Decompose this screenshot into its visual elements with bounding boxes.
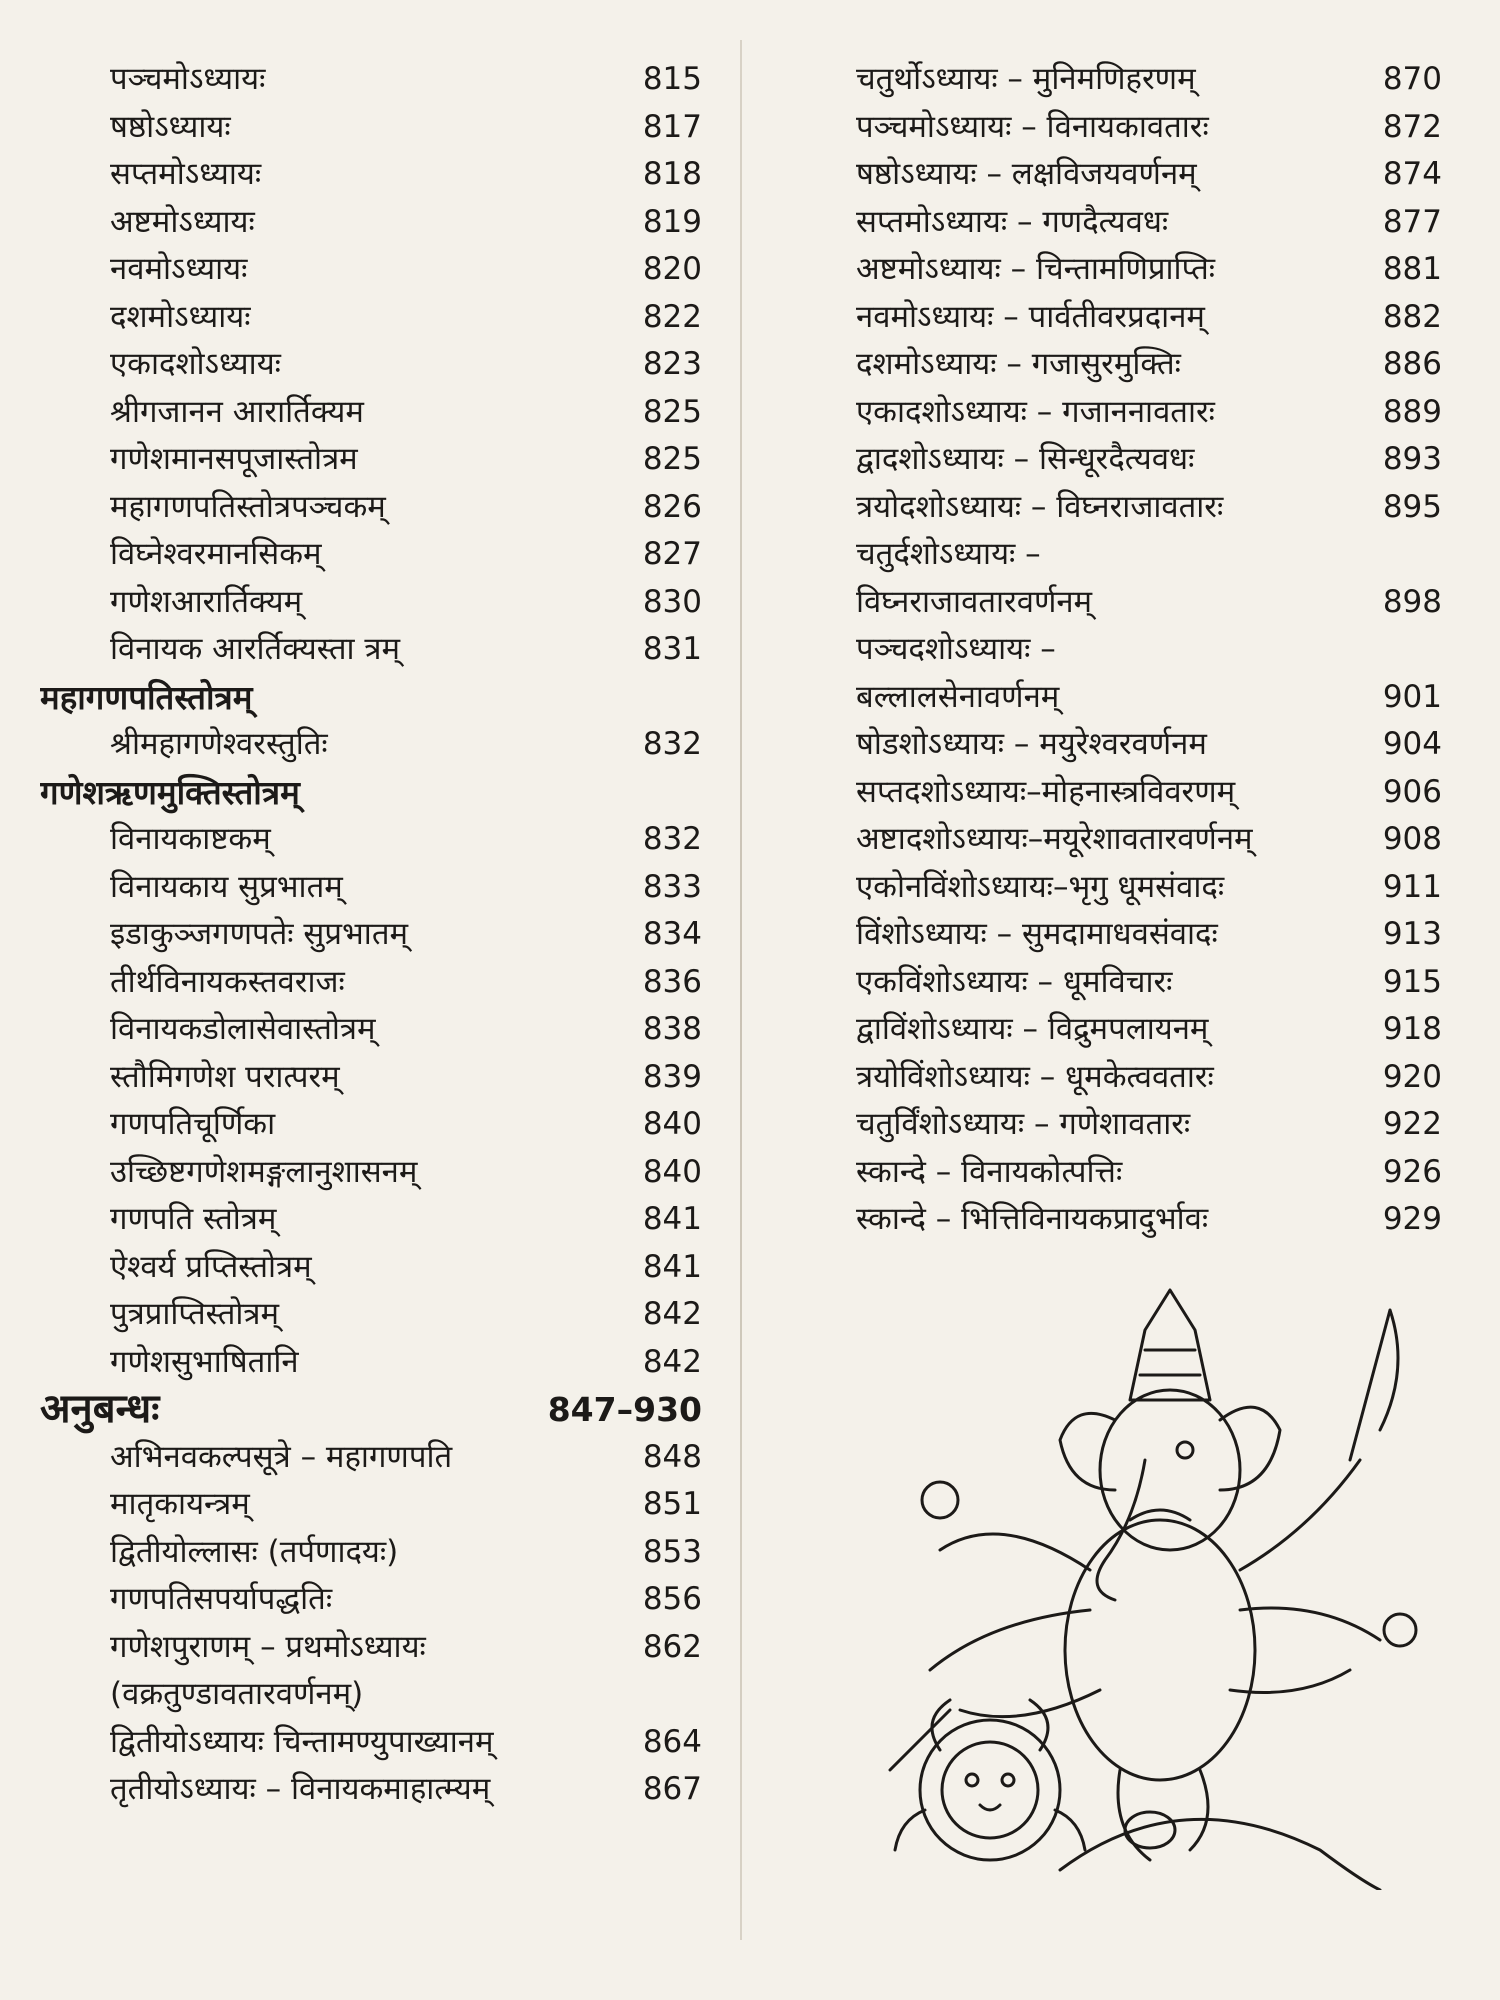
toc-entry xyxy=(850,1101,1450,1149)
toc-entry xyxy=(850,246,1450,294)
toc-entry-title: महागणपतिस्तोत्रपञ्चकम् xyxy=(110,488,386,525)
toc-entry-page: 920 xyxy=(1382,1058,1442,1095)
toc-entry xyxy=(850,1196,1450,1244)
toc-entry xyxy=(70,341,710,389)
toc-entry xyxy=(70,389,710,437)
toc-entry-title: चतुर्दशोऽध्यायः – xyxy=(856,536,1041,572)
toc-entry-page: 823 xyxy=(642,346,702,382)
toc-entry xyxy=(70,294,710,342)
toc-entry xyxy=(70,1149,710,1197)
toc-entry-title: एकोनविंशोऽध्यायः–भृगु धूमसंवादः xyxy=(856,868,1225,905)
toc-entry-page: 840 xyxy=(642,1106,702,1142)
toc-entry xyxy=(70,1481,710,1529)
toc-entry xyxy=(850,959,1450,1007)
toc-entry-page: 856 xyxy=(642,1581,702,1617)
toc-entry-title: विनायकाय सुप्रभातम् xyxy=(110,868,343,905)
toc-entry xyxy=(850,436,1450,484)
toc-entry-title: गणपतिचूर्णिका xyxy=(110,1106,276,1142)
toc-entry xyxy=(850,626,1450,674)
toc-entry-page: 832 xyxy=(642,821,702,857)
toc-entry-title: अभिनवकल्पसूत्रे – महागणपति xyxy=(110,1438,453,1475)
toc-entry-title: इडाकुञ्जगणपतेः सुप्रभातम् xyxy=(110,916,409,952)
toc-entry-page: 815 xyxy=(642,61,702,97)
toc-entry-page: 929 xyxy=(1382,1201,1442,1237)
toc-entry-title: सप्तदशोऽध्यायः–मोहनास्त्रविवरणम् xyxy=(856,773,1236,810)
toc-entry-page: 831 xyxy=(642,631,702,667)
toc-entry-title: षष्ठोऽध्यायः xyxy=(110,108,231,145)
toc-entry-title: नवमोऽध्यायः xyxy=(110,251,248,287)
toc-section-heading xyxy=(40,674,710,722)
toc-entry-title: महागणपतिस्तोत्रम् xyxy=(40,677,253,717)
toc-entry xyxy=(850,294,1450,342)
toc-entry-page: 911 xyxy=(1382,868,1442,905)
toc-entry xyxy=(70,1766,710,1814)
toc-entry-title: मातृकायन्त्रम् xyxy=(110,1486,250,1522)
toc-entry-title: गणेशआरार्तिक्यम् xyxy=(110,583,303,620)
toc-entry-title: त्रयोदशोऽध्यायः – विघ्नराजावतारः xyxy=(856,488,1224,525)
toc-entry-title: ऐश्वर्य प्रप्तिस्तोत्रम् xyxy=(110,1248,312,1285)
toc-entry xyxy=(70,1529,710,1577)
toc-entry-page: 825 xyxy=(642,441,702,477)
toc-entry xyxy=(850,389,1450,437)
toc-entry-title: द्वाविंशोऽध्यायः – विद्रुमपलायनम् xyxy=(856,1011,1209,1047)
toc-entry xyxy=(70,1006,710,1054)
toc-entry xyxy=(70,1671,710,1719)
toc-entry-title: द्वादशोऽध्यायः – सिन्धूरदैत्यवधः xyxy=(856,441,1195,477)
toc-entry-title: गणेशऋणमुक्तिस्तोत्रम् xyxy=(40,772,300,812)
toc-entry-title: पञ्चमोऽध्यायः – विनायकावतारः xyxy=(856,108,1209,145)
toc-entry-page: 818 xyxy=(642,156,702,192)
toc-entry xyxy=(70,1291,710,1339)
toc-entry-title: चतुर्थोऽध्यायः – मुनिमणिहरणम् xyxy=(856,61,1196,97)
toc-entry-title: अष्टमोऽध्यायः – चिन्तामणिप्राप्तिः xyxy=(856,251,1216,287)
toc-entry xyxy=(850,199,1450,247)
toc-entry-page: 838 xyxy=(642,1011,702,1047)
ganesha-illustration xyxy=(830,1270,1430,1890)
toc-entry xyxy=(850,531,1450,579)
toc-entry-page: 853 xyxy=(642,1533,702,1570)
toc-entry-title: स्कान्दे – भित्तिविनायकप्रादुर्भावः xyxy=(856,1201,1209,1237)
toc-entry xyxy=(70,1101,710,1149)
toc-entry xyxy=(850,864,1450,912)
toc-entry-title: सप्तमोऽध्यायः xyxy=(110,156,262,192)
toc-entry-title: अष्टमोऽध्यायः xyxy=(110,203,255,240)
toc-entry-page: 841 xyxy=(642,1201,702,1237)
toc-entry-title: पुत्रप्राप्तिस्तोत्रम् xyxy=(110,1296,280,1332)
toc-entry-page: 922 xyxy=(1382,1106,1442,1142)
toc-entry xyxy=(850,56,1450,104)
toc-entry-page: 819 xyxy=(642,203,702,240)
toc-entry-page: 842 xyxy=(642,1296,702,1332)
toc-entry xyxy=(850,104,1450,152)
toc-entry-page: 901 xyxy=(1382,678,1442,715)
toc-section-heading xyxy=(40,1386,710,1434)
toc-entry-title: स्कान्दे – विनायकोत्पत्तिः xyxy=(856,1153,1123,1190)
toc-entry-title: एकादशोऽध्यायः – गजाननावतारः xyxy=(856,393,1215,430)
toc-entry xyxy=(850,911,1450,959)
toc-entry xyxy=(70,199,710,247)
toc-entry-title: श्रीगजानन आरार्तिक्यम xyxy=(110,393,364,430)
toc-entry-page: 851 xyxy=(642,1486,702,1522)
toc-entry-title: सप्तमोऽध्यायः – गणदैत्यवधः xyxy=(856,203,1169,240)
toc-entry-page: 881 xyxy=(1382,251,1442,287)
toc-entry-page: 886 xyxy=(1382,346,1442,382)
toc-entry xyxy=(70,436,710,484)
toc-entry-title: षष्ठोऽध्यायः – लक्षविजयवर्णनम् xyxy=(856,156,1197,192)
toc-entry xyxy=(70,484,710,532)
toc-entry xyxy=(70,1624,710,1672)
toc-entry-page: 847–930 xyxy=(547,1390,702,1429)
toc-entry-page: 926 xyxy=(1382,1153,1442,1190)
toc-entry-title: त्रयोविंशोऽध्यायः – धूमकेत्ववतारः xyxy=(856,1058,1214,1095)
toc-entry-title: गणेशपुराणम् – प्रथमोऽध्यायः xyxy=(110,1628,426,1665)
toc-entry-page: 908 xyxy=(1382,821,1442,857)
toc-entry xyxy=(850,1054,1450,1102)
toc-entry-title: उच्छिष्टगणेशमङ्गलानुशासनम् xyxy=(110,1153,418,1190)
toc-entry-page: 877 xyxy=(1382,203,1442,240)
toc-entry-title: विनायकाष्टकम् xyxy=(110,821,271,857)
toc-entry xyxy=(850,1149,1450,1197)
toc-entry-page: 832 xyxy=(642,726,702,762)
toc-entry-page: 842 xyxy=(642,1343,702,1380)
toc-entry xyxy=(70,1434,710,1482)
toc-entry xyxy=(70,1576,710,1624)
toc-right-column xyxy=(850,56,1450,1244)
toc-entry-title: गणेशमानसपूजास्तोत्रम xyxy=(110,441,358,477)
toc-entry-page: 889 xyxy=(1382,393,1442,430)
toc-entry-page: 882 xyxy=(1382,298,1442,335)
toc-entry-title: (वक्रतुण्डावतारवर्णनम्) xyxy=(110,1676,364,1712)
toc-entry xyxy=(850,579,1450,627)
toc-entry-page: 898 xyxy=(1382,583,1442,620)
toc-entry-title: एकविंशोऽध्यायः – धूमविचारः xyxy=(856,963,1173,1000)
toc-entry-title: विंशोऽध्यायः – सुमदामाधवसंवादः xyxy=(856,916,1218,952)
toc-entry xyxy=(850,151,1450,199)
toc-entry-page: 839 xyxy=(642,1058,702,1095)
toc-entry-title: बल्लालसेनावर्णनम् xyxy=(856,678,1060,715)
toc-entry xyxy=(70,626,710,674)
column-divider xyxy=(740,40,742,1940)
toc-entry xyxy=(70,1244,710,1292)
toc-entry-page: 867 xyxy=(642,1771,702,1807)
toc-entry xyxy=(850,769,1450,817)
toc-entry xyxy=(70,1054,710,1102)
toc-entry-page: 872 xyxy=(1382,108,1442,145)
toc-entry-title: विघ्नराजावतारवर्णनम् xyxy=(856,583,1093,620)
toc-entry xyxy=(850,721,1450,769)
toc-entry xyxy=(70,104,710,152)
toc-entry xyxy=(70,816,710,864)
toc-entry xyxy=(70,56,710,104)
toc-entry-page: 864 xyxy=(642,1723,702,1760)
toc-entry xyxy=(70,721,710,769)
toc-entry-title: तीर्थविनायकस्तवराजः xyxy=(110,963,345,1000)
toc-entry-page: 913 xyxy=(1382,916,1442,952)
toc-entry-title: एकादशोऽध्यायः xyxy=(110,346,281,382)
toc-entry-title: गणपति स्तोत्रम् xyxy=(110,1201,277,1237)
toc-entry-page: 904 xyxy=(1382,726,1442,762)
toc-entry-title: पञ्चमोऽध्यायः xyxy=(110,61,266,97)
toc-entry xyxy=(70,959,710,1007)
toc-entry-title: श्रीमहागणेश्वरस्तुतिः xyxy=(110,726,328,762)
toc-entry-title: षोडशोऽध्यायः – मयुरेश्वरवर्णनम xyxy=(856,726,1207,762)
toc-entry-page: 906 xyxy=(1382,773,1442,810)
toc-entry-title: दशमोऽध्यायः – गजासुरमुक्तिः xyxy=(856,346,1181,382)
toc-entry-page: 830 xyxy=(642,583,702,620)
toc-entry-page: 862 xyxy=(642,1628,702,1665)
toc-entry-page: 840 xyxy=(642,1153,702,1190)
toc-entry-page: 915 xyxy=(1382,963,1442,1000)
toc-entry xyxy=(70,1196,710,1244)
toc-entry-page: 874 xyxy=(1382,156,1442,192)
toc-entry-page: 893 xyxy=(1382,441,1442,477)
toc-entry-title: द्वितीयोऽध्यायः चिन्तामण्युपाख्यानम् xyxy=(110,1723,494,1760)
toc-entry-page: 836 xyxy=(642,963,702,1000)
toc-entry-page: 827 xyxy=(642,536,702,572)
toc-entry xyxy=(70,911,710,959)
toc-entry-page: 870 xyxy=(1382,61,1442,97)
toc-entry-page: 822 xyxy=(642,298,702,335)
toc-entry-page: 817 xyxy=(642,108,702,145)
toc-entry xyxy=(70,579,710,627)
toc-entry-page: 825 xyxy=(642,393,702,430)
toc-entry-page: 841 xyxy=(642,1248,702,1285)
toc-entry-title: विघ्नेश्वरमानसिकम् xyxy=(110,536,322,572)
toc-entry-title: नवमोऽध्यायः – पार्वतीवरप्रदानम् xyxy=(856,298,1205,335)
toc-entry xyxy=(850,341,1450,389)
toc-entry xyxy=(70,1339,710,1387)
toc-entry xyxy=(70,151,710,199)
toc-entry-page: 834 xyxy=(642,916,702,952)
toc-entry-title: चतुर्विंशोऽध्यायः – गणेशावतारः xyxy=(856,1106,1191,1142)
toc-entry-page: 826 xyxy=(642,488,702,525)
toc-entry-page: 895 xyxy=(1382,488,1442,525)
toc-entry-title: विनायक आरर्तिक्यस्ता त्रम् xyxy=(110,631,401,667)
toc-entry-title: गणपतिसपर्यापद्धतिः xyxy=(110,1581,333,1617)
toc-entry xyxy=(850,674,1450,722)
toc-entry-title: अष्टादशोऽध्यायः–मयूरेशावतारवर्णनम् xyxy=(856,821,1253,857)
toc-entry-title: विनायकडोलासेवास्तोत्रम् xyxy=(110,1011,376,1047)
toc-entry-page: 820 xyxy=(642,251,702,287)
toc-entry xyxy=(850,816,1450,864)
toc-entry xyxy=(70,246,710,294)
toc-entry-page: 848 xyxy=(642,1438,702,1475)
toc-entry-page: 918 xyxy=(1382,1011,1442,1047)
toc-section-heading xyxy=(40,769,710,817)
toc-entry-title: तृतीयोऽध्यायः – विनायकमाहात्म्यम् xyxy=(110,1771,491,1807)
toc-entry xyxy=(70,1719,710,1767)
toc-entry-title: द्वितीयोल्लासः (तर्पणादयः) xyxy=(110,1533,399,1570)
toc-entry-page: 833 xyxy=(642,868,702,905)
toc-left-column xyxy=(40,56,710,1814)
toc-entry xyxy=(70,864,710,912)
toc-entry-title: पञ्चदशोऽध्यायः – xyxy=(856,631,1056,667)
toc-entry-title: गणेशसुभाषितानि xyxy=(110,1343,299,1380)
toc-entry-title: दशमोऽध्यायः xyxy=(110,298,251,335)
toc-entry-title: स्तौमिगणेश परात्परम् xyxy=(110,1058,340,1095)
toc-entry xyxy=(850,484,1450,532)
toc-entry-title: अनुबन्धः xyxy=(40,1386,160,1432)
toc-entry xyxy=(850,1006,1450,1054)
toc-entry xyxy=(70,531,710,579)
